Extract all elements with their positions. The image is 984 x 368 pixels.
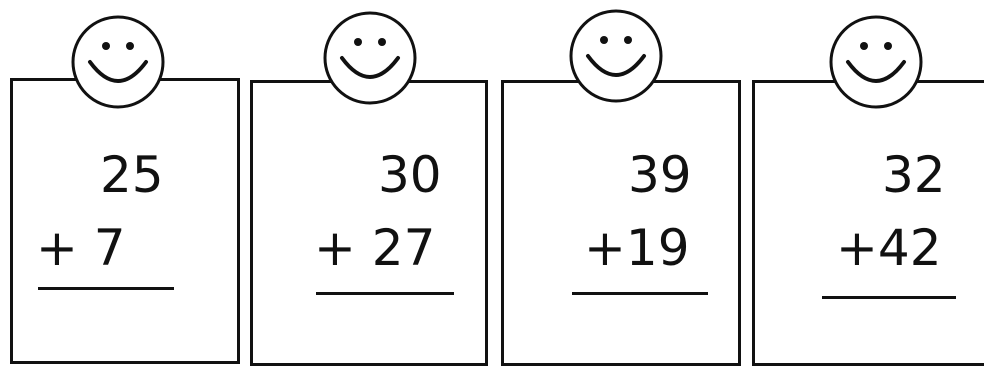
top-number: 25	[100, 146, 164, 204]
smiley-face-icon	[322, 10, 418, 106]
top-number: 30	[378, 146, 442, 204]
addend-with-plus: + 27	[314, 219, 436, 277]
answer-line	[572, 292, 708, 295]
answer-line	[822, 296, 956, 299]
top-number: 39	[628, 146, 692, 204]
smiley-face-icon	[70, 14, 166, 110]
addend-with-plus: +19	[584, 219, 690, 277]
smiley-face-icon	[568, 8, 664, 104]
answer-line	[316, 292, 454, 295]
addend-with-plus: + 7	[36, 219, 126, 277]
answer-line	[38, 287, 174, 290]
addend-with-plus: +42	[836, 219, 942, 277]
top-number: 32	[882, 146, 946, 204]
smiley-face-icon	[828, 14, 924, 110]
